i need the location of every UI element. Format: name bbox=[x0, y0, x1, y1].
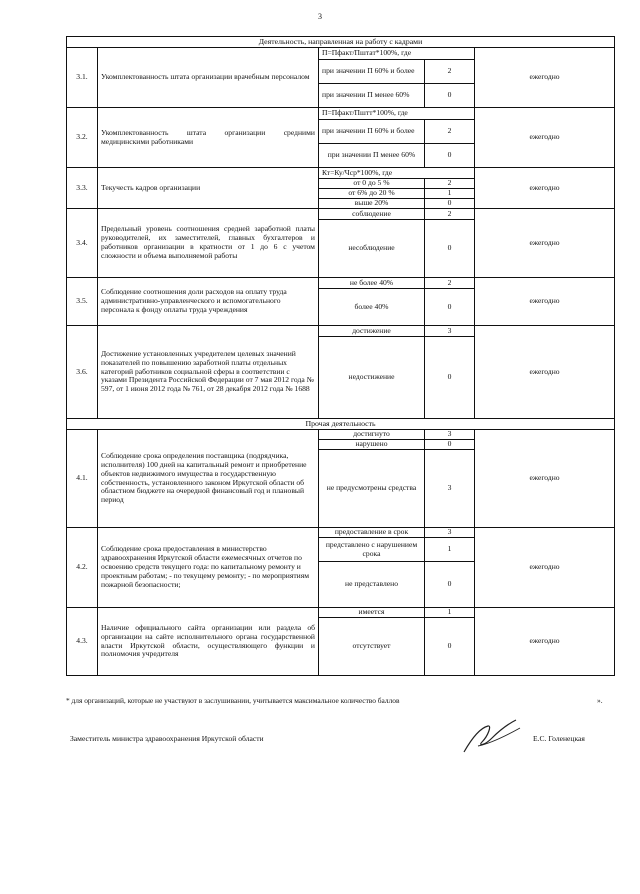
points-value: 2 bbox=[425, 209, 475, 220]
criterion-text: достигнуто bbox=[319, 430, 425, 440]
item-number: 3.3. bbox=[67, 168, 98, 209]
points-value: 3 bbox=[425, 450, 475, 528]
formula-text: П=Пфакт/Пштт*100%, где bbox=[319, 108, 475, 120]
indicator-text: Текучесть кадров организации bbox=[98, 168, 319, 209]
points-value: 0 bbox=[425, 337, 475, 419]
criterion-text: от 0 до 5 % bbox=[319, 179, 425, 189]
criterion-text: при значении П менее 60% bbox=[319, 144, 425, 168]
criterion-text: соблюдение bbox=[319, 209, 425, 220]
item-number: 4.1. bbox=[67, 430, 98, 528]
table-row bbox=[67, 326, 615, 337]
points-value: 1 bbox=[425, 189, 475, 199]
criteria-table bbox=[66, 36, 615, 676]
item-number: 3.6. bbox=[67, 326, 98, 419]
points-value: 0 bbox=[425, 199, 475, 209]
criterion-text: представлено с нарушением срока bbox=[319, 538, 425, 562]
indicator-text: Достижение установленных учредителем целевых значений показателей по повышению заработной платы отдельных категорий работников социальной сферы в соответствии с указами Президента Российской Федерации от 7 мая 2012 года № 597, от 1 июня 2012 года № 761, от 28 декабря 2012 года № 1688 bbox=[98, 326, 319, 419]
criterion-text: достижение bbox=[319, 326, 425, 337]
points-value: 2 bbox=[425, 278, 475, 289]
section-title: Деятельность, направленная на работу с кадрами bbox=[67, 37, 615, 48]
period-text: ежегодно bbox=[475, 209, 615, 278]
indicator-text: Наличие официального сайта организации или раздела об организации на сайте исполнительного органа государственной власти Иркутской области, осуществляющего функции и полномочия учредителя bbox=[98, 608, 319, 676]
criterion-text: недостижение bbox=[319, 337, 425, 419]
criterion-text: при значении П 60% и более bbox=[319, 60, 425, 84]
page-number: 3 bbox=[318, 12, 322, 21]
table-row bbox=[67, 48, 615, 60]
criterion-text: не предусмотрены средства bbox=[319, 450, 425, 528]
table-row bbox=[67, 108, 615, 120]
indicator-text: Соблюдение срока определения поставщика (подрядчика, исполнителя) 100 дней на капитальный ремонт и приобретение объектов недвижимого имущества в государственную собственность, установленного законом Иркутской области об областном бюджете на очередной финансовый год и плановый период bbox=[98, 430, 319, 528]
item-number: 4.2. bbox=[67, 528, 98, 608]
item-number: 3.1. bbox=[67, 48, 98, 108]
period-text: ежегодно bbox=[475, 278, 615, 326]
points-value: 0 bbox=[425, 220, 475, 278]
criterion-text: несоблюдение bbox=[319, 220, 425, 278]
table-row bbox=[67, 209, 615, 220]
indicator-text: Предельный уровень соотношения средней заработной платы руководителей, их заместителей, главных бухгалтеров и работников организации в кратности от 1 до 6 с учетом сложности и объема выполняемой работы bbox=[98, 209, 319, 278]
signatory-name: Е.С. Голенецкая bbox=[533, 734, 585, 743]
indicator-text: Укомплектованность штата организации врачебным персоналом bbox=[98, 48, 319, 108]
formula-text: Кт=Ку/Чср*100%, где bbox=[319, 168, 475, 179]
section-title: Прочая деятельность bbox=[67, 419, 615, 430]
table-row bbox=[67, 608, 615, 618]
indicator-text: Укомплектованность штата организации средними медицинскими работниками bbox=[98, 108, 319, 168]
criterion-text: отсутствует bbox=[319, 618, 425, 676]
period-text: ежегодно bbox=[475, 528, 615, 608]
criterion-text: при значении П менее 60% bbox=[319, 84, 425, 108]
section-header-row bbox=[67, 419, 615, 430]
period-text: ежегодно bbox=[475, 326, 615, 419]
points-value: 3 bbox=[425, 528, 475, 538]
indicator-text: Соблюдение срока предоставления в министерство здравоохранения Иркутской области ежемесячных отчетов по освоению средств текущего года: по капитальному ремонту и проектным работам; - по текущему ремонту; - по мероприятиям пожарной безопасности; bbox=[98, 528, 319, 608]
section-header-row bbox=[67, 37, 615, 48]
indicator-text: Соблюдение соотношения доли расходов на оплату труда административно-управленческого и вспомогательного персонала к фонду оплаты труда учреждения bbox=[98, 278, 319, 326]
criterion-text: выше 20% bbox=[319, 199, 425, 209]
criterion-text: более 40% bbox=[319, 289, 425, 326]
handwritten-signature bbox=[458, 716, 528, 756]
period-text: ежегодно bbox=[475, 108, 615, 168]
points-value: 0 bbox=[425, 440, 475, 450]
table-row bbox=[67, 430, 615, 440]
period-text: ежегодно bbox=[475, 608, 615, 676]
item-number: 4.3. bbox=[67, 608, 98, 676]
points-value: 0 bbox=[425, 618, 475, 676]
period-text: ежегодно bbox=[475, 48, 615, 108]
table-row bbox=[67, 528, 615, 538]
criterion-text: от 6% до 20 % bbox=[319, 189, 425, 199]
item-number: 3.5. bbox=[67, 278, 98, 326]
points-value: 0 bbox=[425, 289, 475, 326]
criterion-text: нарушено bbox=[319, 440, 425, 450]
footnote: * для организаций, которые не участвуют в заслушивании, учитывается максимальное количество баллов bbox=[66, 696, 400, 705]
signatory-position: Заместитель министра здравоохранения Иркутской области bbox=[70, 734, 264, 743]
footnote-closing-quote: ». bbox=[597, 696, 603, 705]
criterion-text: при значении П 60% и более bbox=[319, 120, 425, 144]
period-text: ежегодно bbox=[475, 168, 615, 209]
criterion-text: предоставление в срок bbox=[319, 528, 425, 538]
points-value: 2 bbox=[425, 179, 475, 189]
points-value: 0 bbox=[425, 84, 475, 108]
criterion-text: не более 40% bbox=[319, 278, 425, 289]
points-value: 0 bbox=[425, 562, 475, 608]
period-text: ежегодно bbox=[475, 430, 615, 528]
points-value: 3 bbox=[425, 430, 475, 440]
table-row bbox=[67, 168, 615, 179]
table-row bbox=[67, 278, 615, 289]
points-value: 2 bbox=[425, 60, 475, 84]
formula-text: П=Пфакт/Пштат*100%, где bbox=[319, 48, 475, 60]
criterion-text: не представлено bbox=[319, 562, 425, 608]
points-value: 1 bbox=[425, 608, 475, 618]
item-number: 3.4. bbox=[67, 209, 98, 278]
criterion-text: имеется bbox=[319, 608, 425, 618]
points-value: 0 bbox=[425, 144, 475, 168]
points-value: 1 bbox=[425, 538, 475, 562]
points-value: 2 bbox=[425, 120, 475, 144]
points-value: 3 bbox=[425, 326, 475, 337]
item-number: 3.2. bbox=[67, 108, 98, 168]
